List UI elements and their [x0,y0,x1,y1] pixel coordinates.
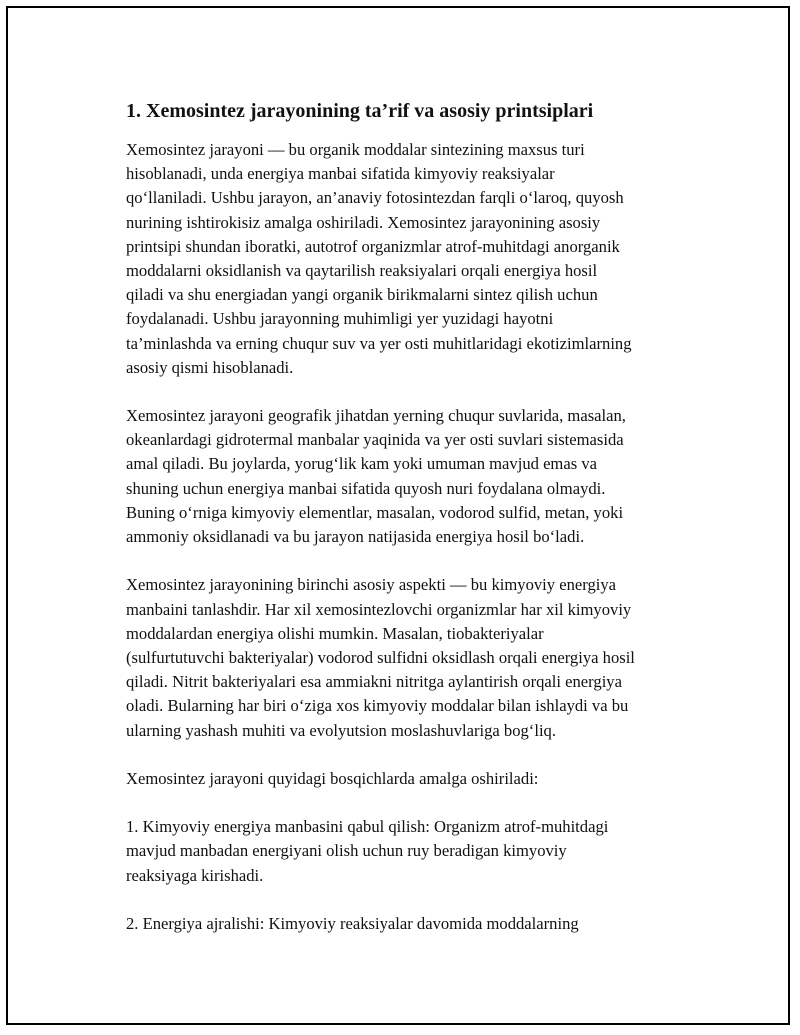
text-line: 2. Energiya ajralishi: Kimyoviy reaksiyalar davomida moddalarning [126,914,579,933]
text-line: printsipi shundan iboratki, autotrof organizmlar atrof-muhitdagi anorganik [126,236,620,256]
text-line: nurining ishtirokisiz amalga oshiriladi. Xemosintez jarayonining asosiy [126,212,601,232]
text-line: mavjud manbadan energiyani olish uchun ruy beradigan kimyoviy [126,841,567,861]
text-line: Xemosintez jarayoni — bu organik moddalar sintezining maxsus turi [126,140,585,159]
text-line: moddalardan energiya olishi mumkin. Masalan, tiobakteriyalar [126,623,544,643]
text-line: Xemosintez jarayoni quyidagi bosqichlarda amalga oshiriladi: [126,768,539,788]
text-line: Buning o‘rniga kimyoviy elementlar, masalan, vodorod sulfid, metan, yoki [126,502,624,522]
text-line: manbaini tanlashdir. Har xil xemosintezlovchi organizmlar har xil kimyoviy [126,599,632,619]
text-line: hisoblanadi, unda energiya manbai sifatida kimyoviy reaksiyalar [126,164,555,184]
paragraph-1 [126,138,696,380]
text-line: oladi. Bularning har biri o‘ziga xos kimyoviy moddalar bilan ishlaydi va bu [126,696,629,716]
text-line: qo‘llaniladi. Ushbu jarayon, an’anaviy fotosintezdan farqli o‘laroq, quyosh [126,188,624,208]
text-line: ularning yashash muhiti va evolyutsion moslashuvlariga bog‘liq. [126,720,556,740]
text-line: qiladi va shu energiadan yangi organik birikmalarni sintez qilish uchun [126,285,598,305]
page-frame [6,6,790,1025]
text-line: Xemosintez jarayonining birinchi asosiy aspekti — bu kimyoviy energiya [126,575,617,595]
text-line: foydalanadi. Ushbu jarayonning muhimligi yer yuzidagi hayotni [126,309,554,329]
paragraph-4 [126,767,696,791]
text-line: (sulfurtutuvchi bakteriyalar) vodorod sulfidni oksidlash orqali energiya hosil [126,647,635,667]
text-line: shuning uchun energiya manbai sifatida quyosh nuri foydalana olmaydi. [126,478,606,498]
text-line: reaksiyaga kirishadi. [126,865,264,885]
paragraph-2 [126,404,696,549]
text-line: okeanlardagi gidrotermal manbalar yaqinida va yer osti suvlari sistemasida [126,430,624,450]
section-heading: 1. Xemosintez jarayonining ta’rif va asosiy printsiplari [126,100,594,122]
text-line: ta’minlashda va erning chuqur suv va yer osti muhitlaridagi ekotizimlarning [126,333,632,353]
text-line: Xemosintez jarayoni geografik jihatdan yerning chuqur suvlarida, masalan, [126,406,626,426]
text-line: moddalarni oksidlanish va qaytarilish reaksiyalari orqali energiya hosil [126,260,598,280]
text-line: ammoniy oksidlanadi va bu jarayon natijasida energiya hosil bo‘ladi. [126,527,585,546]
text-line: amal qiladi. Bu joylarda, yorug‘lik kam yoki umuman mavjud emas va [126,454,597,474]
text-line: asosiy qismi hisoblanadi. [126,357,294,377]
list-item-2 [126,912,696,936]
paragraph-3 [126,573,696,742]
list-item-1 [126,815,696,888]
text-line: qiladi. Nitrit bakteriyalari esa ammiakni nitritga aylantirish orqali energiya [126,672,622,692]
document-body [126,96,696,960]
text-line: 1. Kimyoviy energiya manbasini qabul qilish: Organizm atrof-muhitdagi [126,817,609,837]
